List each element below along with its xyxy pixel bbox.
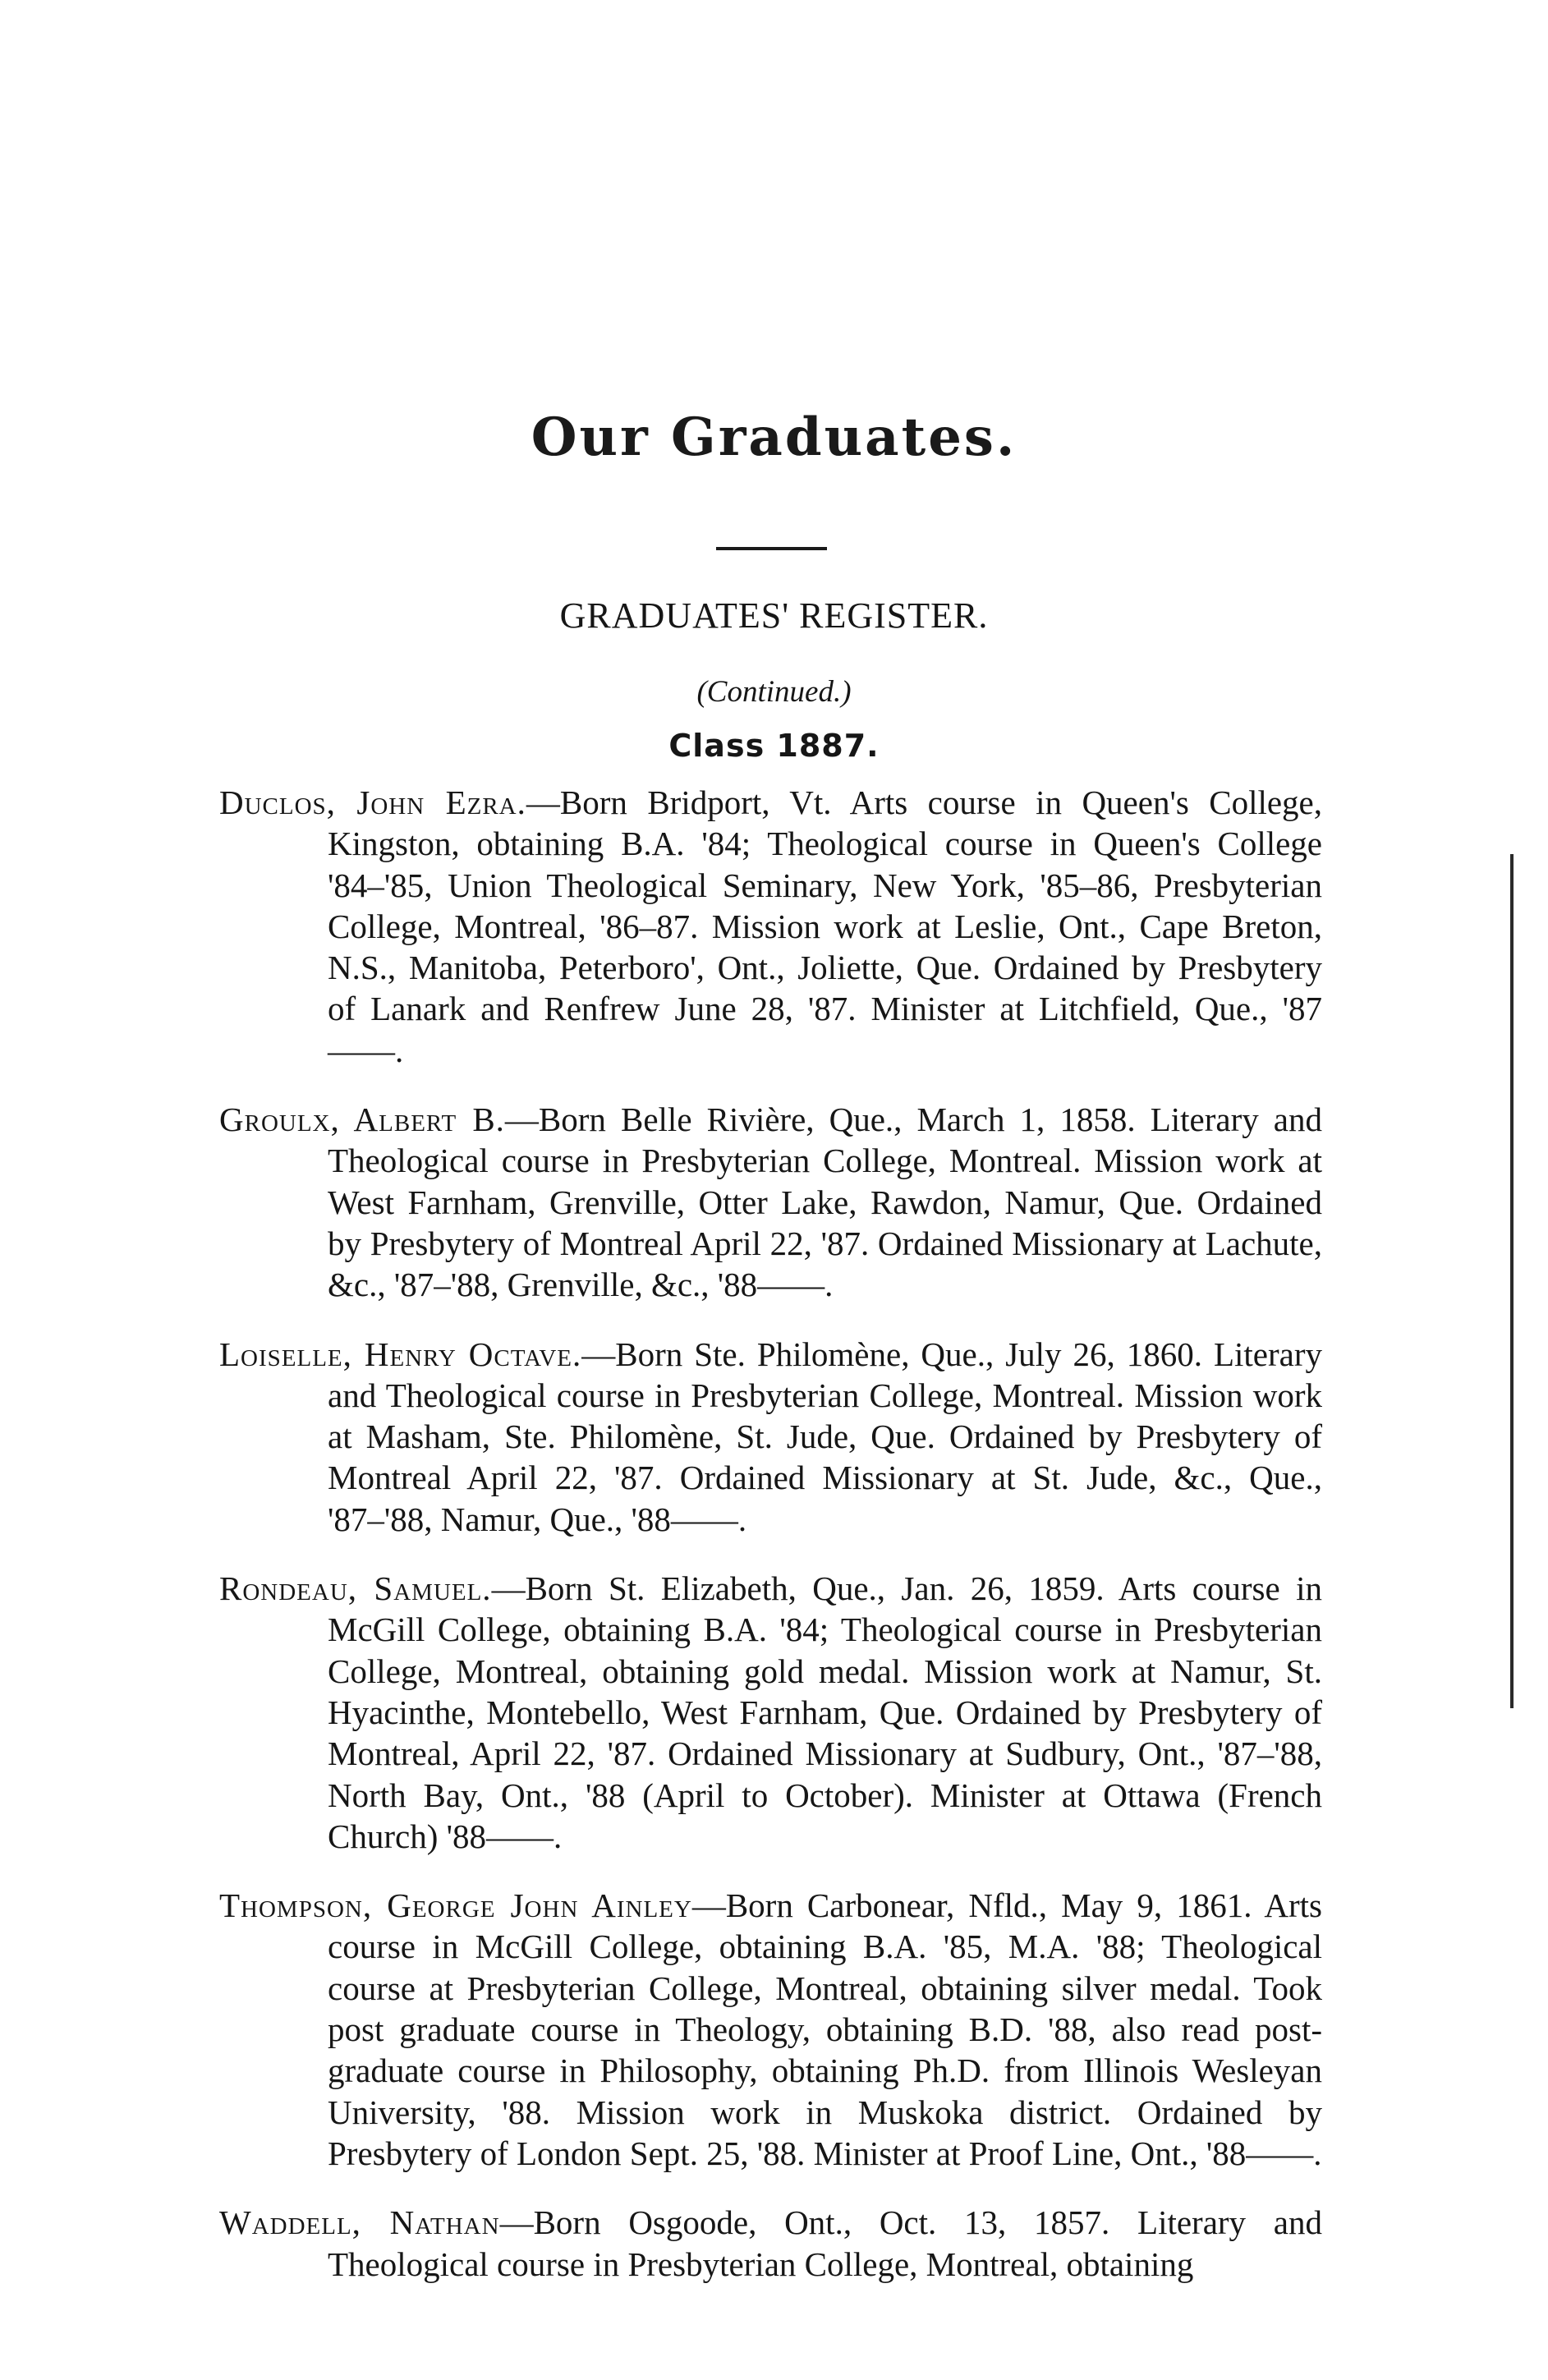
register-title: GRADUATES' REGISTER. bbox=[559, 595, 989, 636]
graduate-entry bbox=[219, 1885, 1322, 2174]
graduate-entry bbox=[219, 2202, 1322, 2285]
graduate-entry bbox=[219, 1099, 1322, 1305]
graduate-name: Loiselle, Henry Octave. bbox=[219, 1335, 582, 1373]
graduate-name: Groulx, Albert B. bbox=[219, 1100, 505, 1139]
continued-note bbox=[0, 674, 1548, 710]
graduate-entry bbox=[219, 1568, 1322, 1857]
graduate-name: Waddell, Nathan bbox=[219, 2203, 500, 2242]
heading-rule bbox=[716, 547, 827, 550]
graduate-details: —Born Osgoode, Ont., Oct. 13, 1857. Literary and Theological course in Presbyterian College, Montreal, obtaining bbox=[328, 2203, 1322, 2283]
graduate-name: Duclos, John Ezra. bbox=[219, 783, 526, 821]
graduate-details: —Born Belle Rivière, Que., March 1, 1858. Literary and Theological course in Presbyterian College, Montreal. Mission work at West Farnham, Grenville, Otter Lake, Rawdon, Namur, Que. Ordained by Presbytery of Montreal April 22, '87. Ordained Missionary at Lachute, &c., '87–'88, Grenville, &c., '88——. bbox=[328, 1100, 1322, 1304]
graduate-details: —Born Carbonear, Nfld., May 9, 1861. Arts course in McGill College, obtaining B.A. '85, M.A. '88; Theological course at Presbyterian College, Montreal, obtaining silver medal. Took post graduate course in Theology, obtaining B.D. '88, also read post-graduate course in Philosophy, obtaining Ph.D. from Illinois Wesleyan University, '88. Mission work in Muskoka district. Ordained by Presbytery of London Sept. 25, '88. Minister at Proof Line, Ont., '88——. bbox=[328, 1886, 1322, 2172]
graduate-entry bbox=[219, 1334, 1322, 1540]
graduate-details: —Born Bridport, Vt. Arts course in Queen's College, Kingston, obtaining B.A. '84; Theological course in Queen's College '84–'85, Union Theological Seminary, New York, '85–86, Presbyterian College, Montreal, '86–87. Mission work at Leslie, Ont., Cape Breton, N.S., Manitoba, Peterboro', Ont., Joliette, Que. Ordained by Presbytery of Lanark and Renfrew June 28, '87. Minister at Litchfield, Que., '87——. bbox=[328, 783, 1322, 1069]
continued-text: (Continued.) bbox=[696, 675, 852, 709]
page-heading: Our Graduates. bbox=[531, 407, 1017, 468]
graduate-entries bbox=[219, 782, 1322, 2313]
graduate-name: Thompson, George John Ainley bbox=[219, 1886, 692, 1925]
graduate-details: —Born St. Elizabeth, Que., Jan. 26, 1859. Arts course in McGill College, obtaining B.A. '84; Theological course in Presbyterian College, Montreal, obtaining gold medal. Mission work at Namur, St. Hyacinthe, Montebello, West Farnham, Que. Ordained by Presbytery of Montreal, April 22, '87. Ordained Missionary at Sudbury, Ont., '87–'88, North Bay, Ont., '88 (April to October). Minister at Ottawa (French Church) '88——. bbox=[328, 1569, 1322, 1855]
class-title: Class 1887. bbox=[668, 728, 880, 764]
graduate-details: —Born Ste. Philomène, Que., July 26, 1860. Literary and Theological course in Presbyterian College, Montreal. Mission work at Masham, Ste. Philomène, St. Jude, Que. Ordained by Presbytery of Montreal April 22, '87. Ordained Missionary at St. Jude, &c., Que., '87–'88, Namur, Que., '88——. bbox=[328, 1335, 1322, 1538]
graduate-entry bbox=[219, 782, 1322, 1071]
scan-margin-line bbox=[1510, 854, 1514, 1708]
graduate-name: Rondeau, Samuel. bbox=[219, 1569, 492, 1608]
